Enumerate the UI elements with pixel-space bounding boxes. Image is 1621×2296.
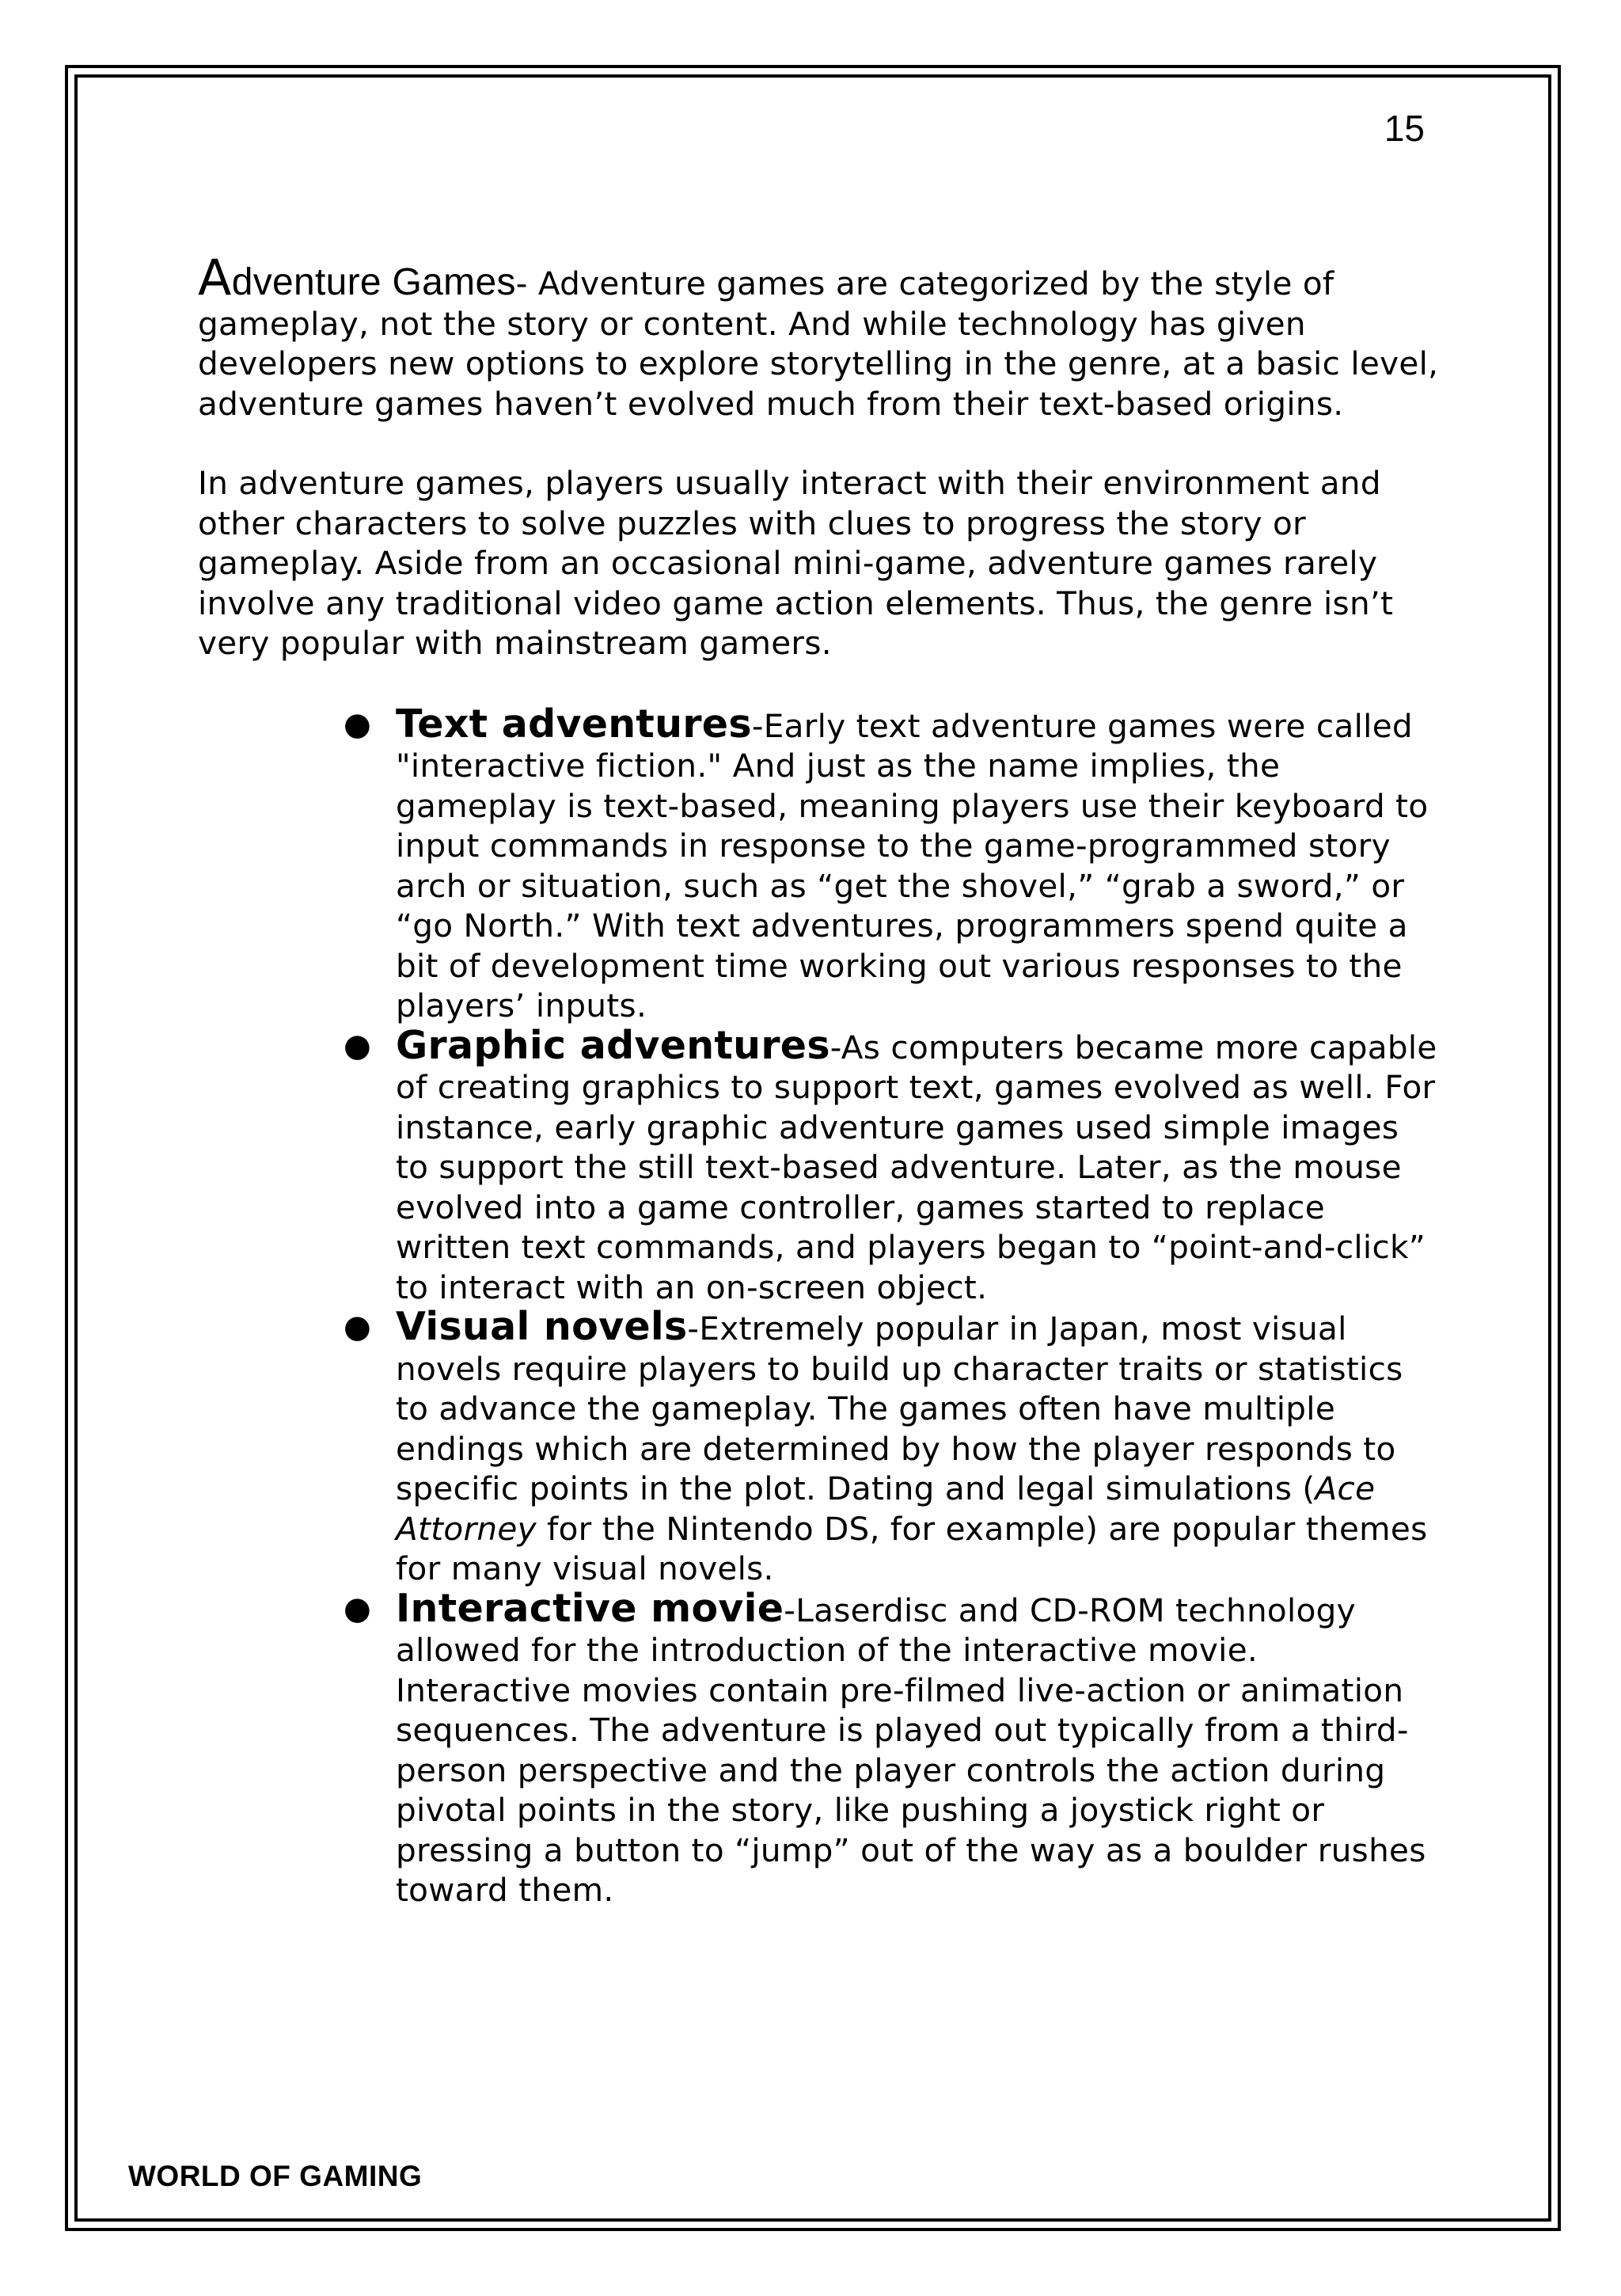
list-item-text: -Extremely popular in Japan, most visual novels require players to build up character traits or statistics to advance the gameplay. The games often have multiple endings which are determined by how the player responds to specific points in the plot. Dating and legal simulations ( [396, 1310, 1403, 1507]
list-item-text-adventures [344, 701, 1441, 1026]
list-item-term: Interactive movie [396, 1585, 784, 1631]
list-item-text: -Laserdisc and CD-ROM technology allowed for the introduction of the interactive movie. Interactive movies contain pre-filmed live-action or animation sequences. The adventure is played out typically from a third-person perspective and the player controls the action during pivotal points in the story, like pushing a joystick right or pressing a button to “jump” out of the way as a boulder rushes toward them. [396, 1591, 1426, 1909]
list-item-term: Visual novels [396, 1304, 688, 1349]
list-item-text: -As computers became more capable of creating graphics to support text, games evolved as well. For instance, early graphic adventure games used simple images to support the still text-based adventure. Later, as the mouse evolved into a game controller, games started to replace written text commands, and players began to “point-and-click” to interact with an on-screen object. [396, 1028, 1437, 1306]
bullet-icon: ● [344, 1590, 372, 1627]
page-footer: WORLD OF GAMING [128, 2160, 423, 2192]
page-number: 15 [1384, 108, 1425, 149]
list-item-term: Text adventures [396, 701, 752, 747]
list-item-visual-novels [344, 1304, 1441, 1589]
list-item-italic-title: Ace Attorney [396, 1469, 1376, 1548]
adventure-types-list [198, 701, 1441, 1910]
list-item-interactive-movie [344, 1585, 1441, 1910]
list-item-text-after: for the Nintendo DS, for example) are popular themes for many visual novels. [396, 1509, 1428, 1587]
list-item-text: -Early text adventure games were called "interactive fiction." And just as the name implies, the gameplay is text-based, meaning players use their keyboard to input commands in response to the game-programmed story arch or situation, such as “get the shovel,” “grab a sword,” or “go North.” With text adventures, programmers spend quite a bit of development time working out various responses to the players’ inputs. [396, 706, 1429, 1024]
bullet-icon: ● [344, 1309, 372, 1345]
body-paragraph: In adventure games, players usually interact with their environment and other characters to solve puzzles with clues to progress the story or gameplay. Aside from an occasional mini-game, adventure games rarely involve any traditional video game action elements. Thus, the genre isn’t very popular with mainstream gamers. [198, 464, 1394, 662]
intro-text: - Adventure games are categorized by the style of gameplay, not the story or content. And while technology has given developers new options to explore storytelling in the genre, at a basic level, adventure games haven’t evolved much from their text-based origins. [198, 264, 1439, 423]
drop-cap: A [198, 249, 232, 306]
bullet-icon: ● [344, 705, 372, 743]
section-heading: dventure Games [231, 261, 516, 303]
list-item-term: Graphic adventures [396, 1022, 830, 1068]
bullet-icon: ● [344, 1027, 372, 1064]
main-content [198, 249, 1441, 1910]
list-item-graphic-adventures [344, 1022, 1441, 1308]
intro-paragraph [198, 249, 1441, 424]
